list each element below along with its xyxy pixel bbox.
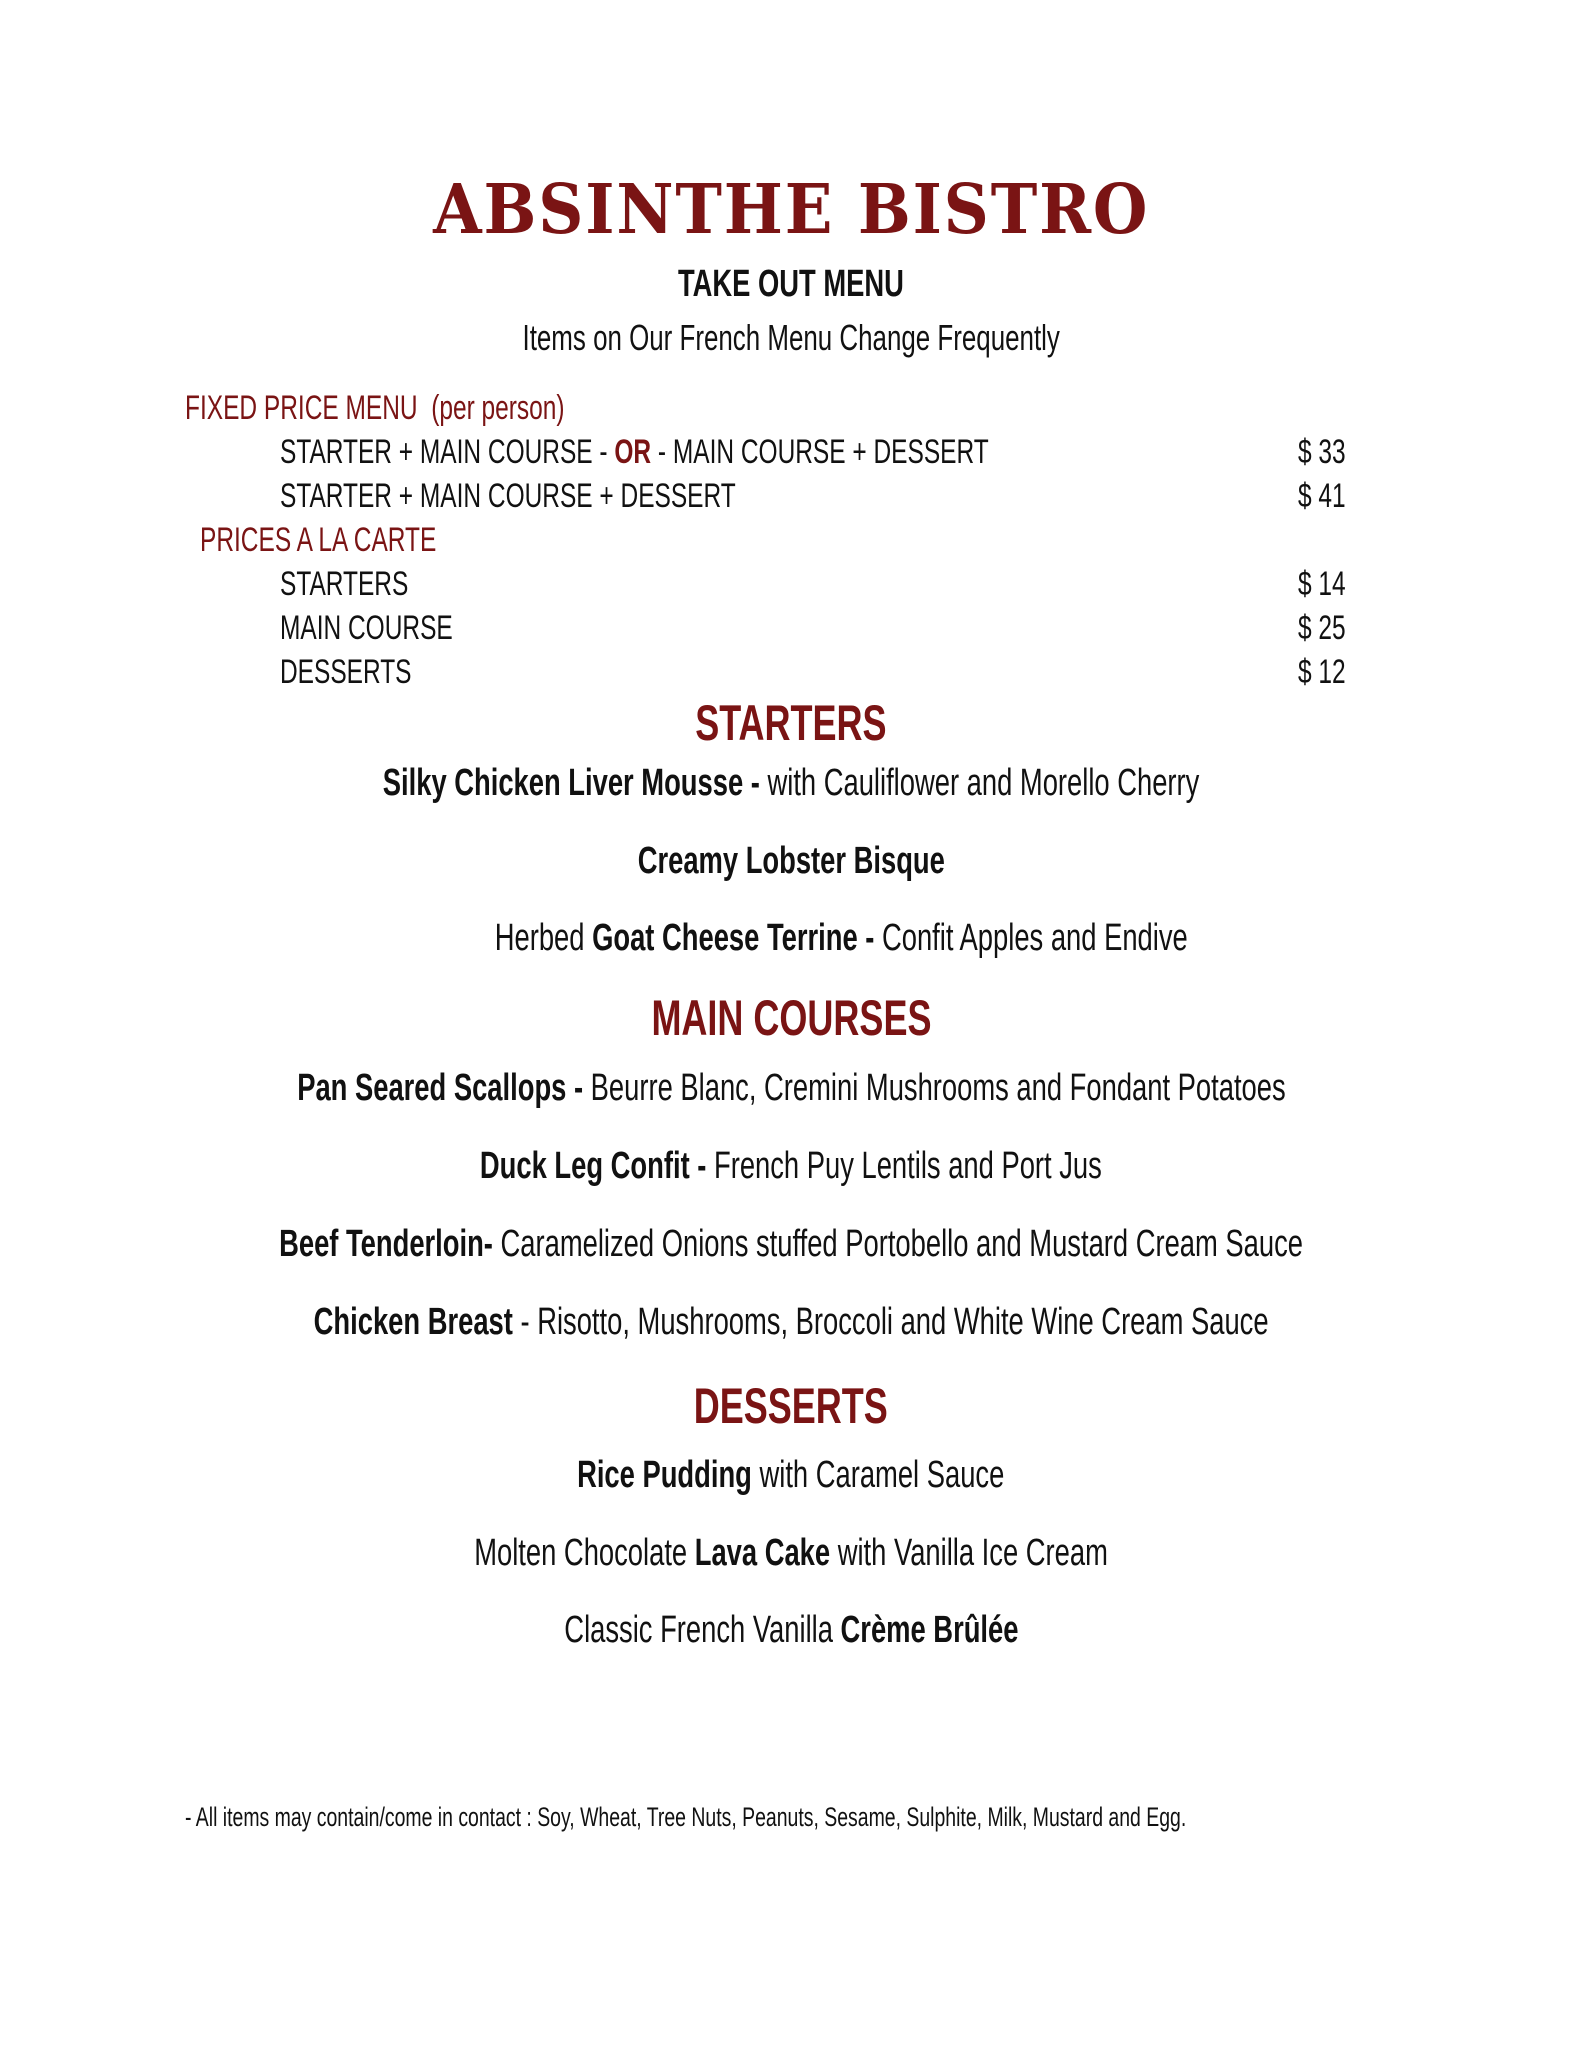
starter-item — [0, 838, 1582, 884]
dish-desc: with Cauliflower and Morello Cherry — [767, 762, 1200, 804]
dish-desc: with Caramel Sauce — [752, 1454, 1005, 1496]
allergen-note — [185, 1800, 1576, 1834]
price-value: $ 12 — [1298, 653, 1346, 691]
main-course-item — [0, 1299, 1582, 1345]
dish-desc: Caramelized Onions stuffed Portobello and Mustard Cream Sauce — [500, 1223, 1303, 1265]
price-label: STARTERS — [280, 565, 409, 603]
fixed-price-heading-note: (per person) — [431, 389, 565, 427]
dish-name: Creamy Lobster Bisque — [637, 840, 945, 882]
restaurant-title-text: ABSINTHE BISTRO — [432, 170, 1150, 250]
price-label: STARTER + MAIN COURSE + DESSERT — [280, 477, 736, 515]
or-highlight: OR — [614, 433, 652, 471]
price-value: $ 33 — [1298, 433, 1346, 471]
dish-pre: Classic French Vanilla — [563, 1609, 841, 1651]
dessert-item — [0, 1607, 1582, 1653]
main-courses-heading — [0, 990, 1582, 1046]
main-course-item — [0, 1143, 1582, 1189]
dish-name: Rice Pudding — [577, 1454, 753, 1496]
dish-name: Beef Tenderloin- — [279, 1223, 501, 1265]
restaurant-title — [0, 170, 1582, 250]
dish-pre: Herbed — [494, 917, 592, 959]
dish-desc: French Puy Lentils and Port Jus — [714, 1145, 1102, 1187]
main-courses-heading-text: MAIN COURSES — [650, 990, 932, 1046]
label-part: - MAIN COURSE + DESSERT — [651, 433, 989, 471]
price-value: $ 14 — [1298, 565, 1346, 603]
dessert-item — [0, 1452, 1582, 1498]
dish-name: Goat Cheese Terrine - — [591, 917, 882, 959]
menu-tagline-text: Items on Our French Menu Change Frequently — [522, 317, 1060, 358]
menu-subtitle — [0, 262, 1582, 306]
dish-name: Duck Leg Confit - — [480, 1145, 715, 1187]
menu-tagline — [0, 316, 1582, 360]
dish-name: Crème Brûlée — [840, 1609, 1019, 1651]
dessert-item — [0, 1530, 1582, 1576]
fixed-price-heading — [185, 388, 712, 428]
fixed-price-heading-text: FIXED PRICE MENU — [185, 389, 418, 427]
price-label: DESSERTS — [280, 653, 412, 691]
price-label: MAIN COURSE — [280, 609, 453, 647]
dish-desc: with Vanilla Ice Cream — [830, 1532, 1108, 1574]
starter-item — [50, 915, 1582, 961]
price-value: $ 25 — [1298, 609, 1346, 647]
dish-name: Pan Seared Scallops - — [296, 1067, 591, 1109]
dish-name: Lava Cake — [694, 1532, 831, 1574]
desserts-heading — [0, 1378, 1582, 1434]
starters-heading — [0, 695, 1582, 751]
menu-subtitle-text: TAKE OUT MENU — [678, 263, 904, 305]
dish-name: Silky Chicken Liver Mousse - — [382, 762, 768, 804]
dish-name: Chicken Breast — [313, 1301, 513, 1343]
dish-desc: Confit Apples and Endive — [881, 917, 1188, 959]
dish-pre: Molten Chocolate — [474, 1532, 695, 1574]
label-part: STARTER + MAIN COURSE - — [280, 433, 615, 471]
starters-heading-text: STARTERS — [695, 695, 887, 751]
allergen-note-text: - All items may contain/come in contact : Soy, Wheat, Tree Nuts, Peanuts, Sesame, Sulphite, Milk, Mustard and Egg. — [185, 1802, 1187, 1832]
price-value: $ 41 — [1298, 477, 1346, 515]
main-course-item — [0, 1065, 1582, 1111]
a-la-carte-heading — [200, 520, 528, 560]
dish-desc: - Risotto, Mushrooms, Broccoli and White Wine Cream Sauce — [512, 1301, 1269, 1343]
desserts-heading-text: DESSERTS — [693, 1378, 889, 1434]
price-label — [280, 432, 989, 472]
a-la-carte-heading-text: PRICES A LA CARTE — [200, 521, 437, 559]
dish-desc: Beurre Blanc, Cremini Mushrooms and Fondant Potatoes — [590, 1067, 1286, 1109]
main-course-item — [0, 1221, 1582, 1267]
starter-item — [0, 760, 1582, 806]
